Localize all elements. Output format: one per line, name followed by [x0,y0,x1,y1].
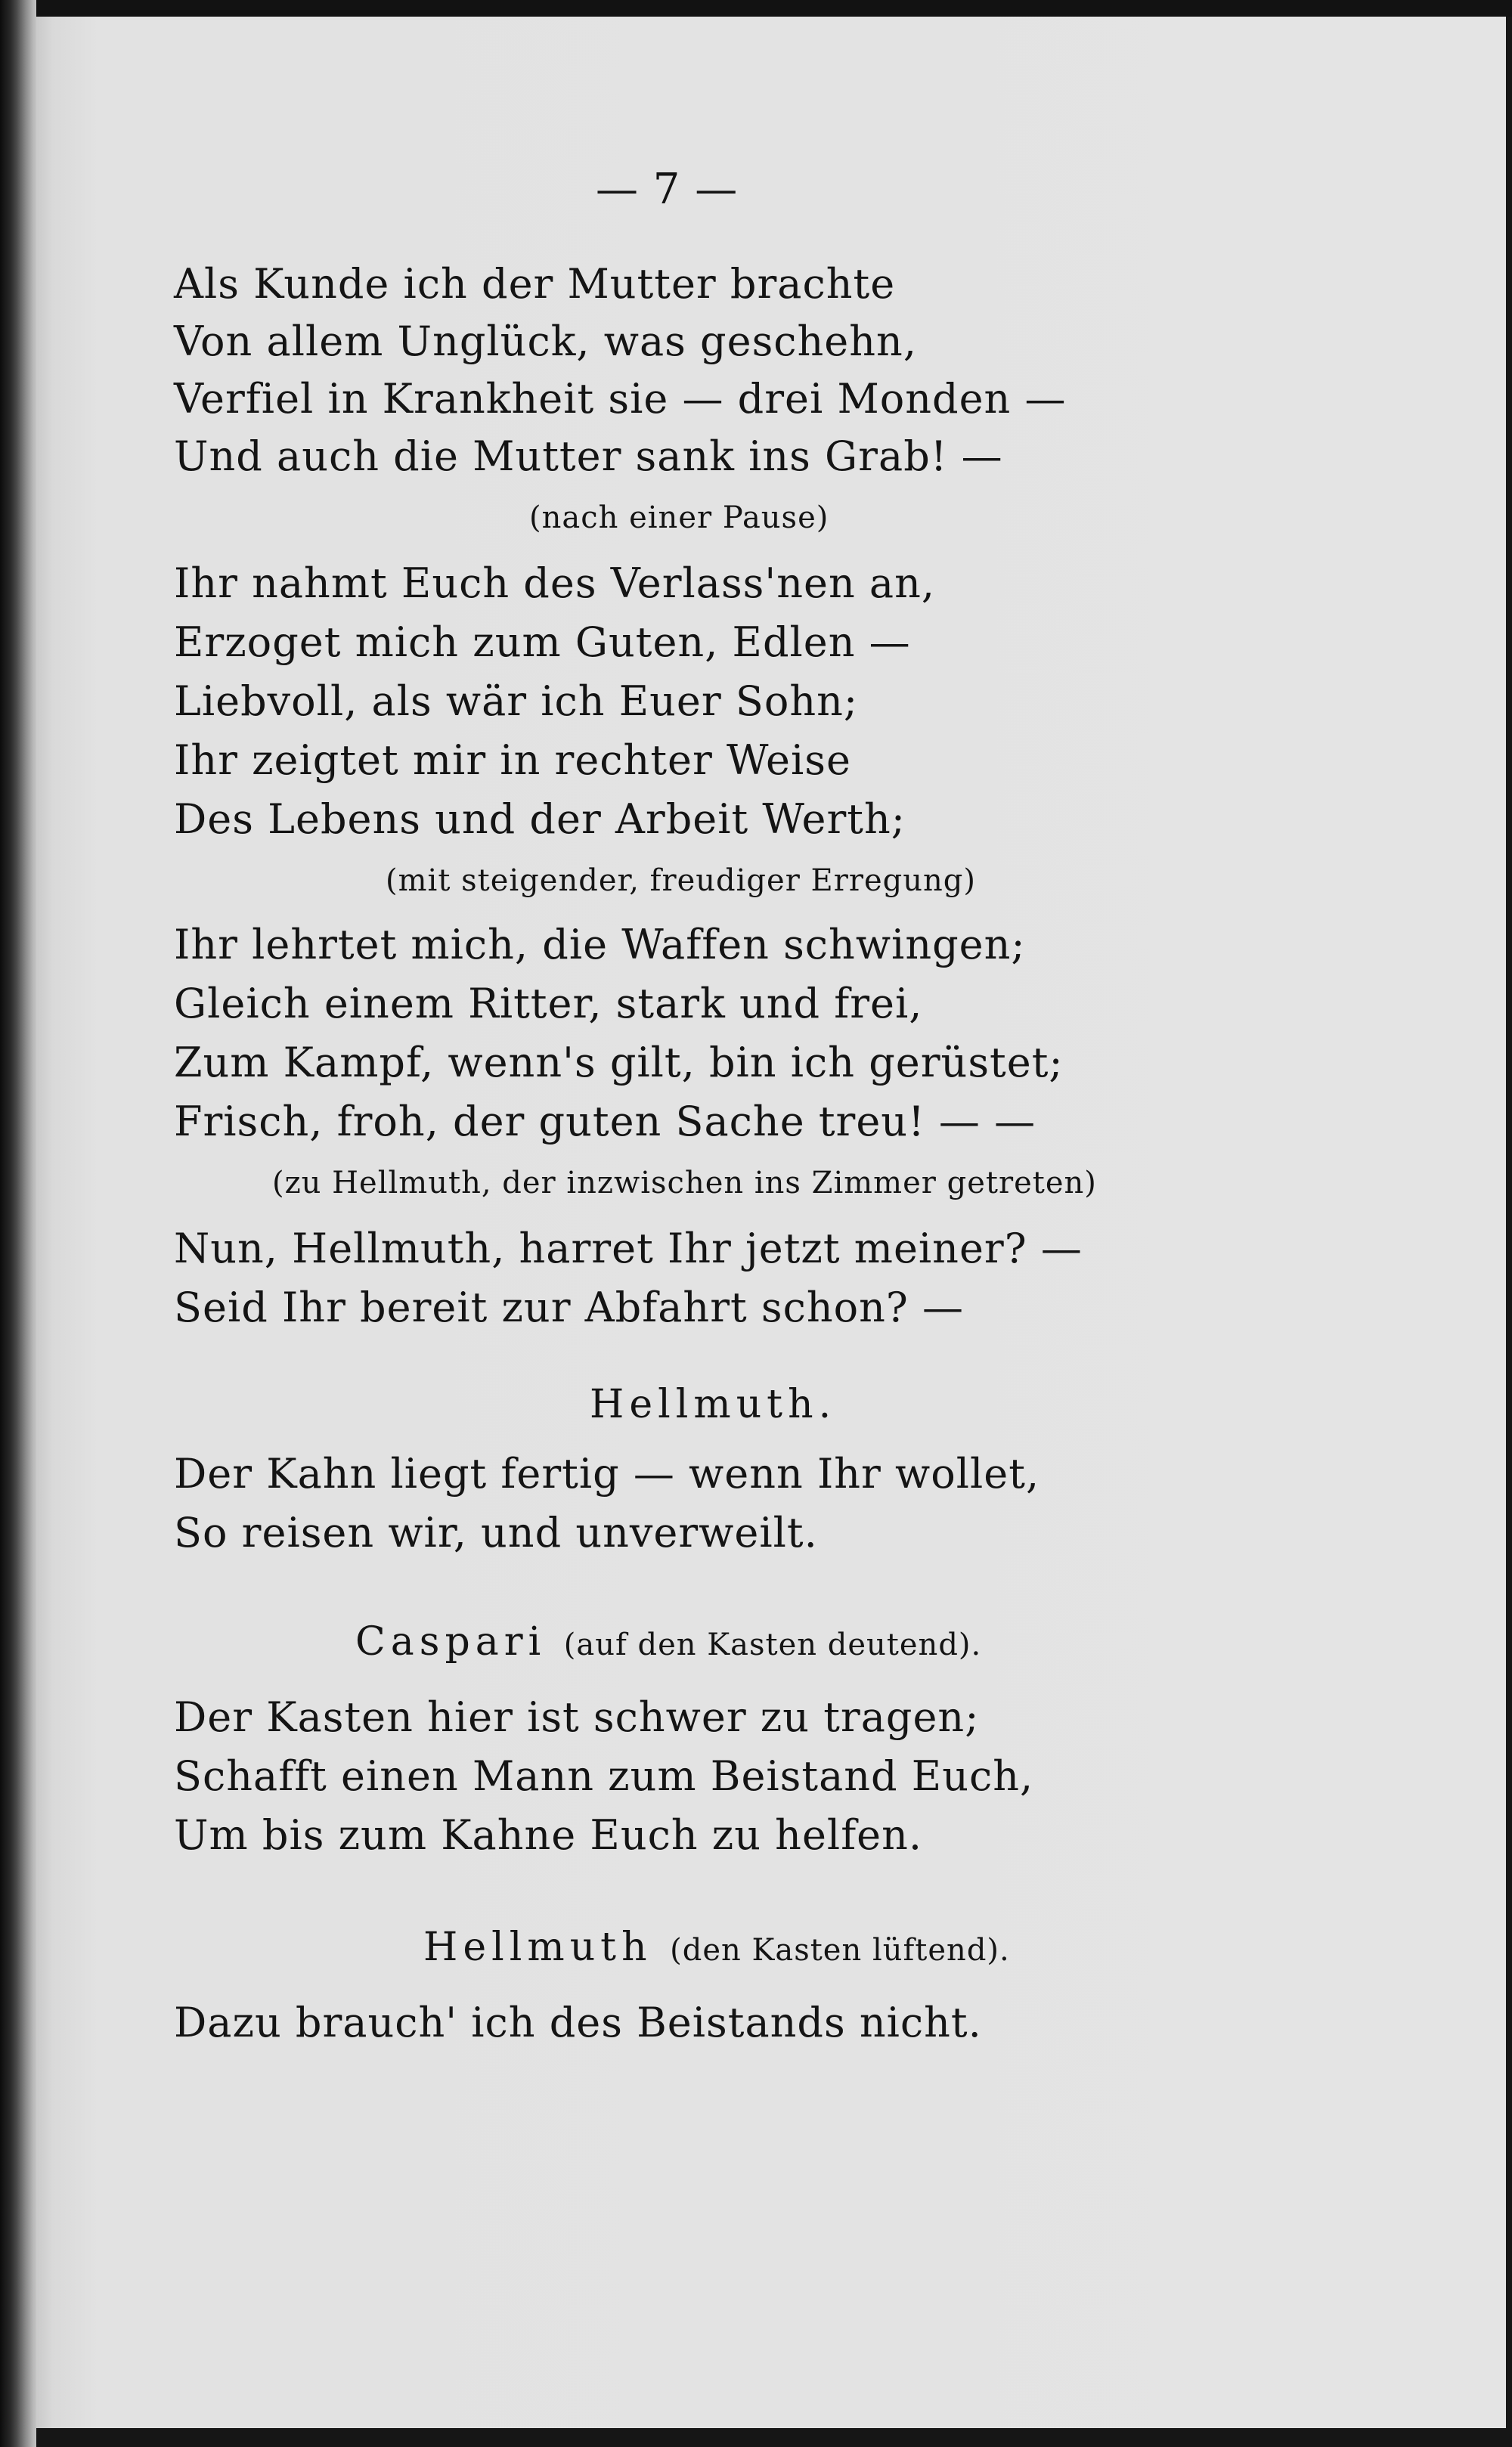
verse-line: Der Kahn liegt fertig — wenn Ihr wollet, [174,1450,1040,1498]
verse-line: Frisch, froh, der guten Sache treu! — — [174,1098,1036,1145]
speaker-name: Caspari [355,1619,547,1665]
speaker-name: Hellmuth. [590,1382,837,1427]
verse-line: Ihr zeigtet mir in rechter Weise [174,736,851,784]
verse-line: Als Kunde ich der Mutter brachte [174,260,896,308]
verse-line: Des Lebens und der Arbeit Werth; [174,795,906,843]
verse-line: Verfiel in Krankheit sie — drei Monden — [174,375,1067,423]
stage-direction: (nach einer Pause) [529,500,829,535]
verse-line: Erzoget mich zum Guten, Edlen — [174,618,911,666]
verse-line: Nun, Hellmuth, harret Ihr jetzt meiner? — [174,1225,1083,1272]
page-sheet [30,17,1506,2428]
verse-line: So reisen wir, und unverweilt. [174,1509,818,1556]
verse-line: Von allem Unglück, was geschehn, [174,317,917,365]
stage-direction: (mit steigender, freudiger Erregung) [386,863,976,898]
verse-line: Schafft einen Mann zum Beistand Euch, [174,1752,1034,1800]
verse-line: Ihr nahmt Euch des Verlass'nen an, [174,559,936,607]
stage-direction: (den Kasten lüftend). [670,1933,1010,1968]
book-spine-shadow [0,0,36,2447]
stage-direction: (zu Hellmuth, der inzwischen ins Zimmer getreten) [272,1166,1097,1200]
verse-line: Gleich einem Ritter, stark und frei, [174,980,923,1027]
speaker-heading [355,1619,981,1665]
verse-line: Zum Kampf, wenn's gilt, bin ich gerüstet; [174,1039,1064,1086]
speaker-name: Hellmuth [423,1925,652,1970]
top-scan-edge [0,0,1512,17]
verse-line: Und auch die Mutter sank ins Grab! — [174,432,1003,480]
verse-line: Liebvoll, als wär ich Euer Sohn; [174,677,859,725]
verse-line: Ihr lehrtet mich, die Waffen schwingen; [174,921,1026,968]
verse-line: Der Kasten hier ist schwer zu tragen; [174,1693,980,1741]
speaker-heading [423,1925,1010,1970]
stage-direction: (auf den Kasten deutend). [563,1628,982,1662]
verse-line: Seid Ihr bereit zur Abfahrt schon? — [174,1284,965,1331]
verse-line: Dazu brauch' ich des Beistands nicht. [174,1999,982,2046]
verse-line: Um bis zum Kahne Euch zu helfen. [174,1811,923,1859]
page-number: — 7 — [596,165,739,214]
